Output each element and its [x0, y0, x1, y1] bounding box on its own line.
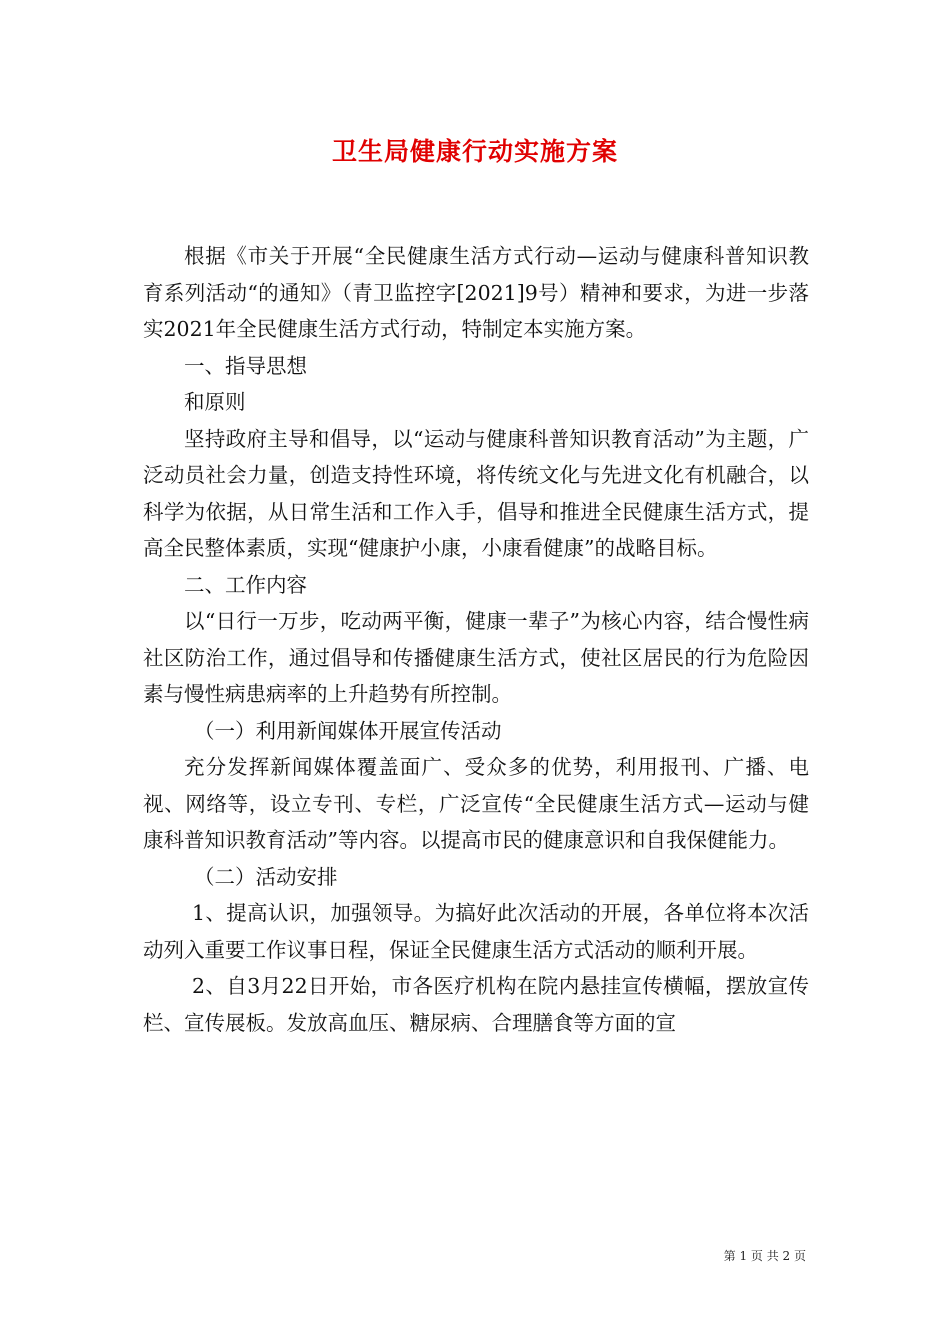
subheading-media-campaign: （一）利用新闻媒体开展宣传活动 [194, 718, 502, 743]
page-title: 卫生局健康行动实施方案 [331, 137, 618, 166]
section-heading-principles: 和原则 [184, 390, 246, 414]
media-campaign-paragraph: 充分发挥新闻媒体覆盖面广、受众多的优势，利用报刊、广播、电视、网络等，设立专刊、专栏，广泛宣传“全民健康生活方式—运动与健康科普知识教育活动”等内容。以提高市民的健康意识和自我保健能力。 [143, 755, 809, 852]
intro-paragraph: 根据《市关于开展“全民健康生活方式行动—运动与健康科普知识教育系列活动“的通知》（青卫监控字[2021]9号）精神和要求，为进一步落实2021年全民健康生活方式行动，特制定本实施方案。 [143, 244, 809, 341]
subheading-activity-arrangement: （二）活动安排 [194, 864, 338, 889]
work-content-paragraph: 以“日行一万步，吃动两平衡，健康一辈子”为核心内容，结合慢性病社区防治工作，通过倡导和传播健康生活方式，使社区居民的行为危险因素与慢性病患病率的上升趋势有所控制。 [143, 609, 809, 706]
section-heading-work-content: 二、工作内容 [184, 572, 307, 597]
principles-paragraph: 坚持政府主导和倡导，以“运动与健康科普知识教育活动”为主题，广泛动员社会力量，创造支持性环境，将传统文化与先进文化有机融合，以科学为依据，从日常生活和工作入手，倡导和推进全民健康生活方式，提高全民整体素质，实现“健康护小康，小康看健康”的战略目标。 [143, 426, 809, 560]
arrangement-item-2: 2、自3月22日开始，市各医疗机构在院内悬挂宣传横幅，摆放宣传栏、宣传展板。发放高血压、糖尿病、合理膳食等方面的宣 [143, 974, 809, 1035]
arrangement-item-1: 1、提高认识，加强领导。为搞好此次活动的开展，各单位将本次活动列入重要工作议事日程，保证全民健康生活方式活动的顺利开展。 [143, 901, 809, 962]
document-body [143, 238, 809, 1041]
page-number: 第 1 页 共 2 页 [723, 1249, 806, 1263]
section-heading-guiding-thought: 一、指导思想 [184, 353, 307, 378]
